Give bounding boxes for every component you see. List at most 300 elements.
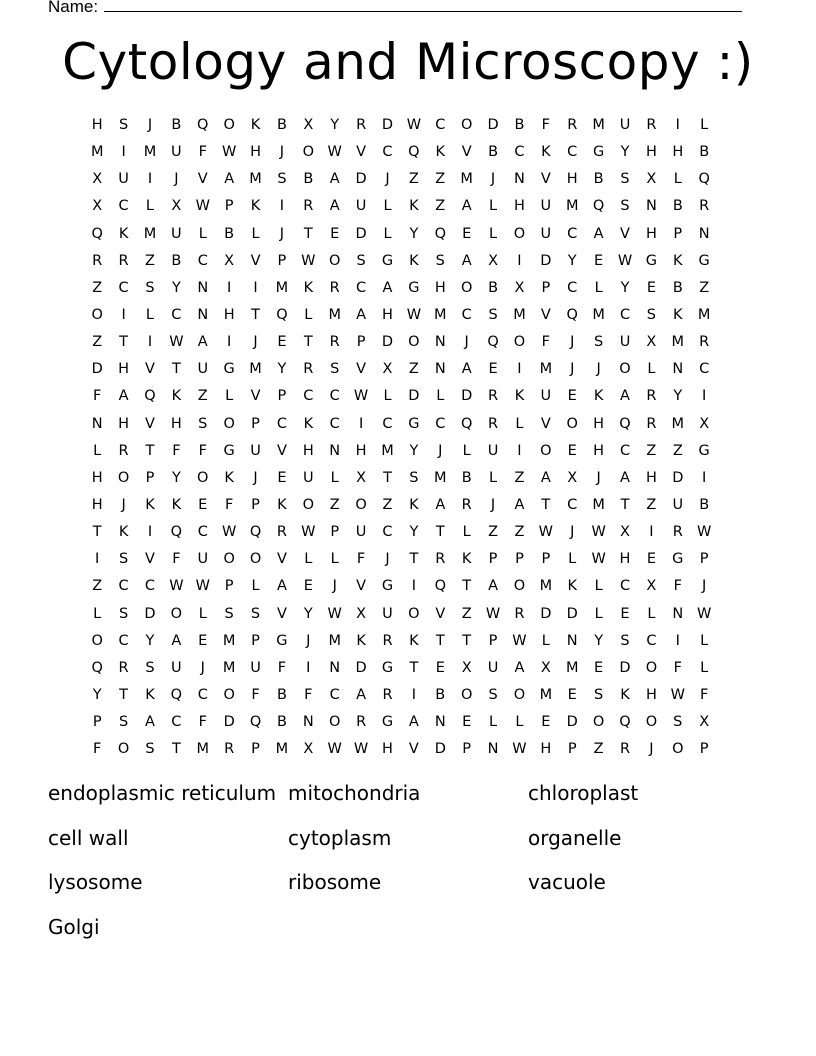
grid-letter: I <box>517 252 522 269</box>
grid-letter: P <box>251 415 260 432</box>
grid-letter: U <box>197 551 209 568</box>
grid-letter: P <box>515 551 524 568</box>
grid-letter: G <box>592 144 605 161</box>
grid-letter: H <box>593 415 605 432</box>
grid-letter: K <box>593 388 604 405</box>
grid-letter: K <box>409 632 419 649</box>
grid-letter: K <box>224 469 234 486</box>
grid-letter: I <box>411 686 417 703</box>
grid-letter: I <box>147 171 153 188</box>
grid-letter: U <box>250 442 261 459</box>
grid-letter: C <box>619 442 631 459</box>
grid-letter: G <box>381 714 394 731</box>
grid-letter: W <box>591 524 606 541</box>
grid-letter: E <box>435 659 445 676</box>
grid-letter: A <box>171 632 182 649</box>
grid-letter: D <box>381 334 394 351</box>
grid-letter: U <box>619 334 631 351</box>
grid-letter: E <box>462 714 472 731</box>
grid-letter: S <box>594 686 604 703</box>
grid-letter: Y <box>303 605 313 622</box>
grid-letter: Z <box>92 334 103 351</box>
grid-letter: B <box>488 279 499 296</box>
word-list-item: ribosome <box>288 870 382 894</box>
grid-letter: O <box>223 686 235 703</box>
grid-letter: Q <box>276 306 288 323</box>
grid-letter: H <box>223 306 235 323</box>
grid-letter: B <box>224 225 235 242</box>
grid-letter: E <box>303 578 313 595</box>
grid-letter: F <box>356 551 366 568</box>
grid-letter: Q <box>170 686 183 703</box>
grid-letter: M <box>592 306 605 323</box>
grid-letter: J <box>253 334 258 351</box>
grid-letter: B <box>699 144 710 161</box>
grid-letter: C <box>435 415 446 432</box>
word-list-item: mitochondria <box>288 781 421 805</box>
grid-letter: B <box>171 117 182 133</box>
grid-letter: M <box>434 469 447 486</box>
word-list-item: organelle <box>528 825 622 850</box>
grid-letter: D <box>461 388 473 405</box>
grid-letter: H <box>302 442 314 459</box>
grid-letter: E <box>541 714 551 731</box>
grid-letter: M <box>249 361 262 378</box>
grid-letter: J <box>253 469 258 486</box>
grid-letter: M <box>249 171 262 188</box>
grid-letter: T <box>303 225 313 242</box>
grid-letter: W <box>512 741 527 758</box>
grid-letter: M <box>671 415 685 432</box>
grid-letter: O <box>223 117 235 133</box>
grid-letter: D <box>619 659 631 676</box>
grid-letter: N <box>197 279 209 296</box>
grid-letter: R <box>329 279 340 296</box>
grid-letter: U <box>487 442 499 459</box>
grid-letter: O <box>91 306 103 323</box>
grid-letter: M <box>90 144 104 161</box>
grid-letter: A <box>488 578 499 595</box>
grid-letter: D <box>355 171 367 188</box>
grid-letter: S <box>330 361 340 378</box>
grid-letter: Z <box>593 741 604 758</box>
grid-letter: S <box>145 279 155 296</box>
grid-letter: M <box>196 741 210 758</box>
grid-letter: Q <box>408 144 420 161</box>
grid-letter: I <box>675 117 680 133</box>
grid-letter: M <box>381 442 394 459</box>
grid-letter: C <box>171 714 182 731</box>
grid-letter: A <box>276 578 287 595</box>
grid-letter: G <box>381 578 394 595</box>
grid-letter: J <box>570 334 575 351</box>
grid-letter: B <box>514 117 525 133</box>
grid-letter: E <box>620 605 630 622</box>
grid-letter: O <box>197 469 209 486</box>
grid-letter: D <box>144 605 156 622</box>
grid-letter: L <box>700 632 709 649</box>
grid-letter: W <box>538 524 553 541</box>
grid-letter: S <box>250 605 261 622</box>
grid-letter: M <box>143 144 157 161</box>
grid-letter: M <box>539 686 553 703</box>
grid-letter: O <box>355 496 367 513</box>
grid-letter: F <box>673 659 682 676</box>
grid-letter: T <box>462 578 472 595</box>
grid-letter: E <box>462 225 472 242</box>
grid-letter: Z <box>329 496 340 513</box>
grid-letter: S <box>620 632 630 649</box>
grid-letter: V <box>145 551 155 568</box>
grid-letter: I <box>279 198 285 215</box>
grid-letter: K <box>303 279 314 296</box>
grid-letter: A <box>620 469 630 486</box>
grid-letter: B <box>435 686 446 703</box>
grid-letter: O <box>540 442 552 459</box>
grid-letter: K <box>514 388 525 405</box>
grid-letter: R <box>646 415 657 432</box>
grid-letter: L <box>304 306 313 323</box>
grid-letter: H <box>566 171 578 188</box>
grid-letter: L <box>489 225 498 242</box>
grid-letter: D <box>434 741 446 758</box>
grid-letter: Z <box>408 361 419 378</box>
grid-letter: P <box>488 632 498 649</box>
grid-letter: X <box>356 469 367 486</box>
grid-letter: U <box>619 117 631 133</box>
grid-letter: Y <box>277 361 287 378</box>
grid-letter: L <box>541 632 550 649</box>
grid-letter: W <box>485 605 501 622</box>
grid-letter: W <box>353 388 369 405</box>
grid-letter: Q <box>91 225 103 242</box>
grid-letter: R <box>303 361 314 378</box>
grid-letter: Y <box>673 388 683 405</box>
grid-letter: R <box>92 252 103 269</box>
grid-letter: C <box>197 686 208 703</box>
grid-letter: G <box>645 252 658 269</box>
grid-letter: C <box>197 524 208 541</box>
grid-letter: X <box>514 279 525 296</box>
grid-letter: M <box>328 632 341 649</box>
grid-letter: U <box>250 659 261 676</box>
grid-letter: V <box>197 171 208 188</box>
grid-letter: X <box>224 252 235 269</box>
grid-letter: L <box>594 605 603 622</box>
grid-letter: J <box>174 171 179 188</box>
grid-letter: S <box>356 252 366 269</box>
grid-letter: L <box>251 578 260 595</box>
grid-letter: L <box>462 442 471 459</box>
grid-letter: F <box>198 144 207 161</box>
grid-letter: L <box>330 469 339 486</box>
grid-letter: N <box>91 415 103 432</box>
grid-letter: O <box>117 469 130 486</box>
grid-letter: R <box>488 415 499 432</box>
grid-letter: L <box>145 198 155 215</box>
grid-letter: N <box>566 632 578 649</box>
grid-letter: S <box>224 605 234 622</box>
grid-letter: A <box>435 496 446 513</box>
grid-letter: Q <box>487 334 499 351</box>
grid-letter: O <box>408 605 420 622</box>
grid-letter: C <box>171 306 182 323</box>
grid-letter: V <box>540 415 551 432</box>
grid-letter: S <box>118 117 129 133</box>
grid-letter: H <box>382 306 393 323</box>
grid-letter: Y <box>409 524 419 541</box>
grid-letter: P <box>673 225 683 242</box>
grid-letter: S <box>145 659 155 676</box>
grid-letter: S <box>118 551 129 568</box>
grid-letter: E <box>646 279 656 296</box>
grid-letter: F <box>93 741 102 758</box>
grid-letter: R <box>567 117 578 133</box>
grid-letter: U <box>540 388 552 405</box>
grid-letter: L <box>700 117 709 133</box>
grid-letter: N <box>672 361 684 378</box>
grid-letter: V <box>356 578 367 595</box>
grid-letter: Z <box>435 198 446 215</box>
grid-letter: A <box>224 171 235 188</box>
grid-letter: V <box>145 361 155 378</box>
grid-letter: D <box>540 252 552 269</box>
grid-letter: W <box>195 198 210 215</box>
grid-letter: O <box>513 686 526 703</box>
grid-letter: W <box>697 524 712 541</box>
grid-letter: D <box>223 714 235 731</box>
grid-letter: M <box>565 198 579 215</box>
grid-letter: T <box>541 496 551 513</box>
grid-letter: K <box>409 252 419 269</box>
grid-letter: J <box>385 171 390 188</box>
grid-letter: O <box>302 144 315 161</box>
grid-letter: V <box>276 605 287 622</box>
grid-letter: R <box>382 632 393 649</box>
grid-letter: N <box>434 334 446 351</box>
grid-letter: B <box>672 198 683 215</box>
grid-letter: P <box>541 551 551 568</box>
grid-letter: H <box>170 415 182 432</box>
grid-letter: V <box>620 225 630 242</box>
grid-letter: A <box>514 496 525 513</box>
grid-letter: R <box>646 388 657 405</box>
grid-letter: A <box>540 469 551 486</box>
grid-letter: A <box>461 252 472 269</box>
grid-letter: O <box>513 578 526 595</box>
grid-letter: A <box>145 714 155 731</box>
grid-letter: B <box>276 714 287 731</box>
grid-letter: J <box>570 361 575 378</box>
grid-letter: Y <box>620 279 630 296</box>
grid-letter: B <box>593 171 604 188</box>
grid-letter: K <box>541 144 551 161</box>
grid-letter: Q <box>144 388 156 405</box>
grid-letter: J <box>306 632 311 649</box>
grid-letter: A <box>329 198 340 215</box>
grid-letter: U <box>540 198 552 215</box>
grid-letter: B <box>699 496 710 513</box>
grid-letter: T <box>303 334 313 351</box>
grid-letter: C <box>118 279 129 296</box>
grid-letter: H <box>619 551 631 568</box>
grid-letter: S <box>118 605 129 622</box>
grid-letter: R <box>699 198 710 215</box>
grid-letter: J <box>147 117 153 133</box>
grid-letter: C <box>118 198 129 215</box>
grid-letter: C <box>329 388 340 405</box>
grid-letter: S <box>277 171 287 188</box>
grid-letter: E <box>567 388 577 405</box>
grid-letter: T <box>145 442 155 459</box>
grid-letter: Z <box>408 171 419 188</box>
grid-letter: T <box>383 469 392 486</box>
grid-letter: M <box>539 361 553 378</box>
grid-letter: J <box>332 578 337 595</box>
grid-letter: U <box>487 659 499 676</box>
grid-letter: T <box>620 496 630 513</box>
grid-letter: C <box>276 415 287 432</box>
name-underline <box>104 0 742 12</box>
grid-letter: R <box>699 334 710 351</box>
grid-letter: S <box>488 686 498 703</box>
grid-letter: O <box>170 605 183 622</box>
grid-letter: F <box>198 714 207 731</box>
grid-letter: D <box>355 659 367 676</box>
grid-letter: W <box>301 524 316 541</box>
grid-letter: E <box>277 334 287 351</box>
grid-letter: E <box>198 496 208 513</box>
grid-letter: A <box>329 171 340 188</box>
grid-letter: Y <box>330 117 340 133</box>
grid-letter: V <box>276 551 287 568</box>
grid-letter: R <box>646 117 657 133</box>
grid-letter: R <box>118 659 129 676</box>
grid-letter: V <box>540 171 551 188</box>
grid-letter: J <box>279 225 285 242</box>
grid-letter: H <box>434 279 446 296</box>
grid-letter: V <box>145 415 155 432</box>
grid-letter: A <box>461 198 472 215</box>
grid-letter: I <box>517 361 522 378</box>
grid-letter: F <box>251 686 260 703</box>
grid-letter: O <box>302 496 315 513</box>
grid-letter: J <box>649 741 654 758</box>
grid-letter: Z <box>672 442 683 459</box>
grid-letter: V <box>435 605 446 622</box>
grid-letter: P <box>251 741 260 758</box>
grid-letter: P <box>488 551 498 568</box>
grid-letter: O <box>117 741 130 758</box>
grid-letter: R <box>619 741 631 758</box>
grid-letter: X <box>92 171 103 188</box>
grid-letter: C <box>197 252 208 269</box>
grid-letter: N <box>672 605 684 622</box>
grid-letter: L <box>198 605 207 622</box>
grid-letter: O <box>592 714 605 731</box>
grid-letter: N <box>434 714 446 731</box>
grid-letter: Z <box>382 496 393 513</box>
grid-letter: V <box>356 361 367 378</box>
grid-letter: K <box>435 144 446 161</box>
grid-letter: I <box>675 632 680 649</box>
grid-letter: E <box>646 551 656 568</box>
grid-letter: K <box>118 225 129 242</box>
grid-letter: A <box>593 225 604 242</box>
grid-letter: L <box>383 388 392 405</box>
grid-letter: I <box>227 279 232 296</box>
grid-letter: S <box>620 198 630 215</box>
grid-letter: S <box>435 252 445 269</box>
grid-letter: I <box>147 524 153 541</box>
grid-letter: J <box>570 524 575 541</box>
grid-letter: G <box>381 659 394 676</box>
grid-letter: U <box>171 659 182 676</box>
name-field <box>48 0 742 17</box>
grid-letter: R <box>488 388 499 405</box>
grid-letter: A <box>356 306 367 323</box>
grid-letter: A <box>118 388 129 405</box>
grid-letter: Q <box>592 198 605 215</box>
grid-letter: R <box>514 605 525 622</box>
grid-letter: S <box>646 306 656 323</box>
grid-letter: F <box>673 578 682 595</box>
grid-letter: M <box>513 306 526 323</box>
grid-letter: H <box>250 144 261 161</box>
grid-letter: C <box>303 388 314 405</box>
grid-letter: J <box>385 551 390 568</box>
grid-letter: D <box>355 225 367 242</box>
grid-letter: P <box>699 551 709 568</box>
grid-letter: N <box>487 741 499 758</box>
grid-letter: R <box>276 524 287 541</box>
grid-letter: W <box>670 686 685 703</box>
grid-letter: H <box>382 741 393 758</box>
grid-letter: M <box>222 659 236 676</box>
grid-letter: X <box>171 198 182 215</box>
grid-letter: N <box>302 714 314 731</box>
grid-letter: M <box>460 171 473 188</box>
grid-letter: L <box>304 551 313 568</box>
grid-letter: J <box>596 361 601 378</box>
grid-letter: N <box>698 225 710 242</box>
grid-letter: Z <box>92 279 103 296</box>
grid-letter: X <box>382 361 393 378</box>
grid-letter: Y <box>145 632 155 649</box>
word-list-item: cytoplasm <box>288 825 392 850</box>
grid-letter: R <box>435 551 446 568</box>
grid-letter: I <box>253 279 258 296</box>
grid-letter: S <box>594 334 604 351</box>
grid-letter: I <box>227 334 232 351</box>
grid-letter: L <box>515 714 524 731</box>
grid-letter: R <box>356 714 367 731</box>
grid-letter: H <box>91 496 103 513</box>
page-title: Cytology and Microscopy :) <box>62 33 754 91</box>
grid-letter: V <box>356 144 367 161</box>
grid-letter: B <box>488 144 499 161</box>
grid-letter: C <box>382 144 393 161</box>
grid-letter: I <box>147 334 153 351</box>
grid-letter: O <box>460 117 473 133</box>
grid-letter: L <box>700 659 709 676</box>
grid-letter: J <box>279 144 285 161</box>
grid-letter: M <box>592 117 605 133</box>
grid-letter: H <box>91 469 103 486</box>
grid-letter: S <box>488 306 498 323</box>
grid-letter: K <box>461 551 472 568</box>
grid-letter: O <box>645 714 658 731</box>
